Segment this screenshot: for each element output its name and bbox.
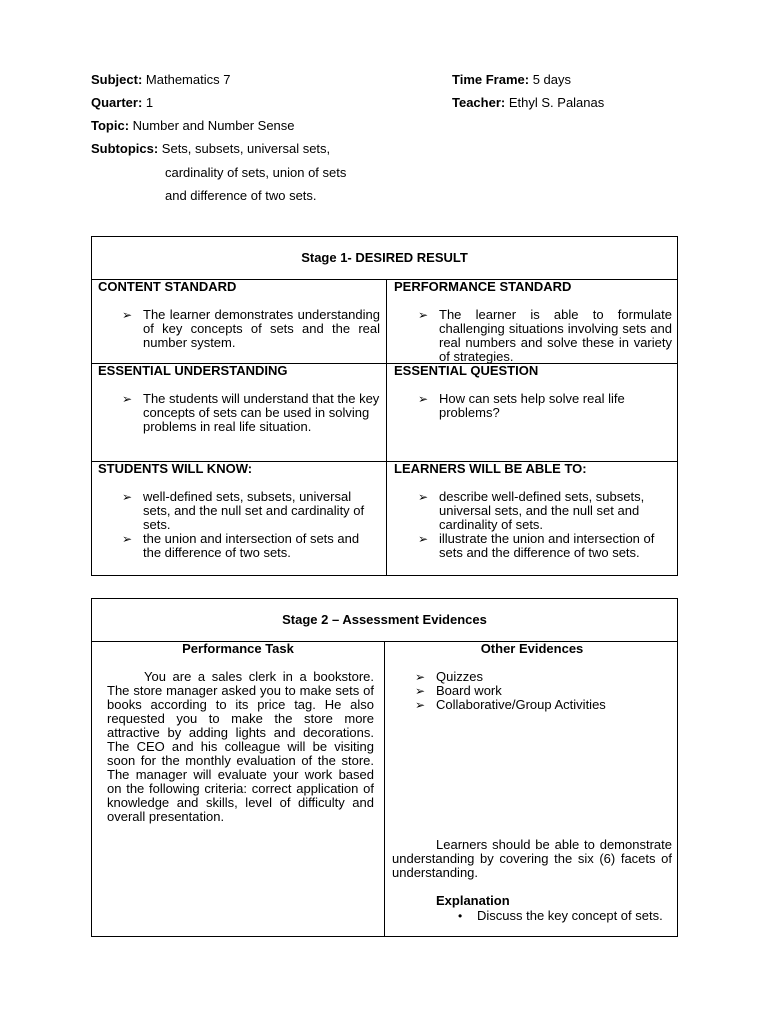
subject-label: Subject: [91,72,143,87]
list-item: ➢ Collaborative/Group Activities [415,697,606,712]
students-will-know-list [122,490,380,560]
subtopics-label: Subtopics: [91,141,159,156]
list-item: ➢ The learner demonstrates understanding of key concepts of sets and the real number system. [122,307,380,350]
teacher-line [452,96,604,110]
quarter-label: Quarter: [91,95,143,110]
students-will-know-heading: STUDENTS WILL KNOW: [98,461,253,476]
other-evidences-heading: Other Evidences [480,641,584,656]
list-item: ➢ illustrate the union and intersection of sets and the difference of two sets. [418,531,655,560]
quarter-value: 1 [145,95,154,110]
dot-bullet-icon: • [458,909,463,923]
teacher-value: Ethyl S. Palanas [508,95,605,110]
essential-question-list [418,392,672,420]
stage2-title: Stage 2 – Assessment Evidences [282,612,487,627]
subject-line [91,73,230,87]
other-evidences-list [415,670,670,712]
arrow-bullet-icon: ➢ [415,698,426,712]
essential-understanding-heading: ESSENTIAL UNDERSTANDING [98,363,288,378]
content-standard-heading: CONTENT STANDARD [98,279,237,294]
list-item: ➢ describe well-defined sets, subsets, universal sets, and the null set and cardinality of sets. [418,489,645,532]
list-item: ➢ The students will understand that the key concepts of sets can be used in solving problems in real life situation. [122,391,380,434]
arrow-bullet-icon: ➢ [415,670,426,684]
list-item: ➢ Board work [415,683,502,698]
stage2-table [91,598,678,937]
arrow-bullet-icon: ➢ [415,684,426,698]
subtopics-line [91,142,330,156]
performance-standard-heading: PERFORMANCE STANDARD [394,279,572,294]
list-item: ➢ well-defined sets, subsets, universal sets, and the null set and cardinality of sets. [122,489,365,532]
column-divider [384,641,385,937]
timeframe-line [452,73,571,87]
column-divider [386,279,387,576]
learners-will-be-able-list [418,490,672,560]
topic-label: Topic: [91,118,130,133]
essential-understanding-list [122,392,380,434]
arrow-bullet-icon: ➢ [418,308,429,322]
list-item: ➢ the union and intersection of sets and the difference of two sets. [122,531,360,560]
explanation-list [454,909,672,923]
performance-task-heading: Performance Task [182,641,294,656]
subject-value: Mathematics 7 [145,72,231,87]
content-standard-list [122,308,380,350]
timeframe-label: Time Frame: [452,72,530,87]
arrow-bullet-icon: ➢ [122,532,133,546]
arrow-bullet-icon: ➢ [122,392,133,406]
arrow-bullet-icon: ➢ [418,490,429,504]
subtopics-line-2: cardinality of sets, union of sets [165,165,347,180]
timeframe-value: 5 days [532,72,572,87]
list-item: ➢ The learner is able to formulate challenging situations involving sets and real numbers and solve these in variety of strategies. [418,307,672,364]
performance-standard-list [418,308,672,364]
topic-value: Number and Number Sense [132,118,295,133]
quarter-line [91,96,153,110]
arrow-bullet-icon: ➢ [418,392,429,406]
arrow-bullet-icon: ➢ [418,532,429,546]
list-item: ➢ Quizzes [415,669,483,684]
essential-question-heading: ESSENTIAL QUESTION [394,363,539,378]
list-item: • Discuss the key concept of sets. [458,908,663,923]
learners-will-be-able-heading: LEARNERS WILL BE ABLE TO: [394,461,587,476]
arrow-bullet-icon: ➢ [122,308,133,322]
facets-text: Learners should be able to demonstrate understanding by covering the six (6) facets of understanding. [392,837,672,880]
performance-task-text: You are a sales clerk in a bookstore. The store manager asked you to make sets of books according to its price tag. He also requested you to make the store more attractive by adding lights and decorations. The CEO and his colleague will be visiting soon for the monthly evaluation of the store. The manager will evaluate your work based on the following criteria: correct application of knowledge and skills, level of difficulty and overall presentation. [107,669,374,824]
arrow-bullet-icon: ➢ [122,490,133,504]
teacher-label: Teacher: [452,95,506,110]
list-item: ➢ How can sets help solve real life problems? [418,391,625,420]
explanation-heading: Explanation [436,893,510,908]
stage1-title: Stage 1- DESIRED RESULT [301,250,468,265]
topic-line [91,119,295,133]
subtopics-value-1: Sets, subsets, universal sets, [161,141,331,156]
subtopics-line-3: and difference of two sets. [165,188,317,203]
stage1-table [91,236,678,576]
